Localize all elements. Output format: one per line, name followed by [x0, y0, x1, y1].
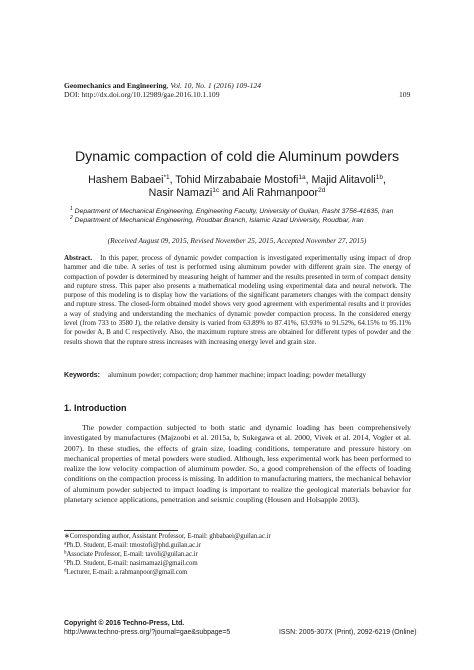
footnote-a: $^a$Ph.D. Student, E-mail: tmostofi@phd.guilan.ac.ir [64, 541, 202, 549]
section-heading: 1. Introduction [64, 403, 127, 413]
footnote-d: $^d$Lecturer, E-mail: a.rahmanpoor@gmail.com [64, 568, 188, 576]
journal-volume: Vol. 10, No. 1 (2016) 109-124 [170, 81, 262, 90]
affiliation-2: $^2$ Department of Mechanical Engineering, Roudbar Branch, Islamic Azad University, Roudbar, Iran [70, 215, 364, 224]
keywords-text: aluminum powder; compaction; drop hammer machine; impact loading; powder metallurgy [108, 371, 367, 379]
author-5: Ali Rahmanpoor$^{2d}$ [242, 187, 326, 199]
issn-info: ISSN: 2005-307X (Print), 2092-6219 (Online) [279, 629, 417, 636]
journal-name: Geomechanics and Engineering [64, 81, 167, 90]
affiliation-1: $^1$ Department of Mechanical Engineering, Engineering Faculty, University of Guilan, Rasht 3756-41635, Iran [70, 206, 394, 215]
author-4: Nasir Namazi$^{1c}$ and [148, 187, 243, 199]
received-dates: (Received August 09, 2015, Revised November 25, 2015, Accepted November 27, 2015) [107, 236, 367, 245]
keywords [64, 371, 411, 380]
doi-link[interactable]: DOI: http://dx.doi.org/10.12989/gae.2016.10.1.109 [64, 90, 220, 99]
footnote-c: $^c$Ph.D. Student, E-mail: nasirnamazi@gmail.com [64, 559, 198, 567]
keywords-label: Keywords: [64, 372, 101, 379]
abstract-text: In this paper, process of dynamic powder compaction is investigated experimentally using impact of drop hammer and die tube. A series of test is performed using aluminum powder with different grain size. The energy of compaction of powder is determined by measuring height of hammer and the results presented in term of compact density and rupture stress. This paper also presents a mathematical modeling using experimental data and neural network. The purpose of this modeling is to display how the variations of the significant parameters changes with the compact density and rupture stress. The closed-form obtained model shows very good agreement with experimental results and it provides a way of studying and understanding the mechanics of dynamic powder compaction process. In the considered energy level (from 733 to 3580 J), the relative density is varied from 63.89% to 87.41%, 63.93% to 91.52%, 64.15% to 95.11% for powder A, B and C respectively. Also, the maximum rupture stress are obtained for different types of powder and the results shown that the rupture stress increases with increasing energy level and grain size. [64, 254, 411, 346]
footnote-divider [64, 530, 178, 531]
author-2: Tohid Mirzababaie Mostofi$^{1a}$, [175, 174, 312, 186]
page-number: 109 [399, 90, 411, 99]
author-1: Hashem Babaei$^{*1}$, [88, 174, 176, 186]
footnote-b: $^b$Associate Professor, E-mail: tavoli@guilan.ac.ir [64, 550, 198, 558]
copyright-notice: Copyright © 2016 Techno-Press, Ltd. [64, 620, 185, 627]
publisher-url[interactable]: http://www.techno-press.org/?journal=gae&subpage=5 [64, 629, 231, 636]
author-list [60, 174, 414, 200]
abstract-label: Abstract. [64, 254, 92, 262]
abstract [64, 254, 411, 347]
author-3: Majid Alitavoli$^{1b}$, [311, 174, 386, 186]
footnote-corresponding: ∗Corresponding author, Assistant Professor, E-mail: ghbabaei@guilan.ac.ir [64, 533, 271, 540]
intro-paragraph: The powder compaction subjected to both static and dynamic loading has been comprehensively investigated by manufactures (Majzoobi et al. 2015a, b, Sukegawa et al. 2000, Vivek et al. 2014, Vogler et al. 2007). In these studies, the effects of grain size, loading conditions, temperature and pressure history on mechanical properties of metal powders were studied. Although, less experimental work has been performed to realize the low velocity compaction of aluminum powder. So, a good comprehension of the effects of loading conditions on the compaction process is missing. In addition to manufacturing matters, the mechanical behavior of aluminum powder subjected to impact loading is important to realize the geological materials behavior for planetary science applications, penetration and seismic coupling (Housen and Holsapple 2003). [64, 423, 411, 505]
journal-citation: Geomechanics and Engineering, Vol. 10, No. 1 (2016) 109-124 [64, 81, 262, 90]
paper-title: Dynamic compaction of cold die Aluminum powders [74, 149, 400, 165]
